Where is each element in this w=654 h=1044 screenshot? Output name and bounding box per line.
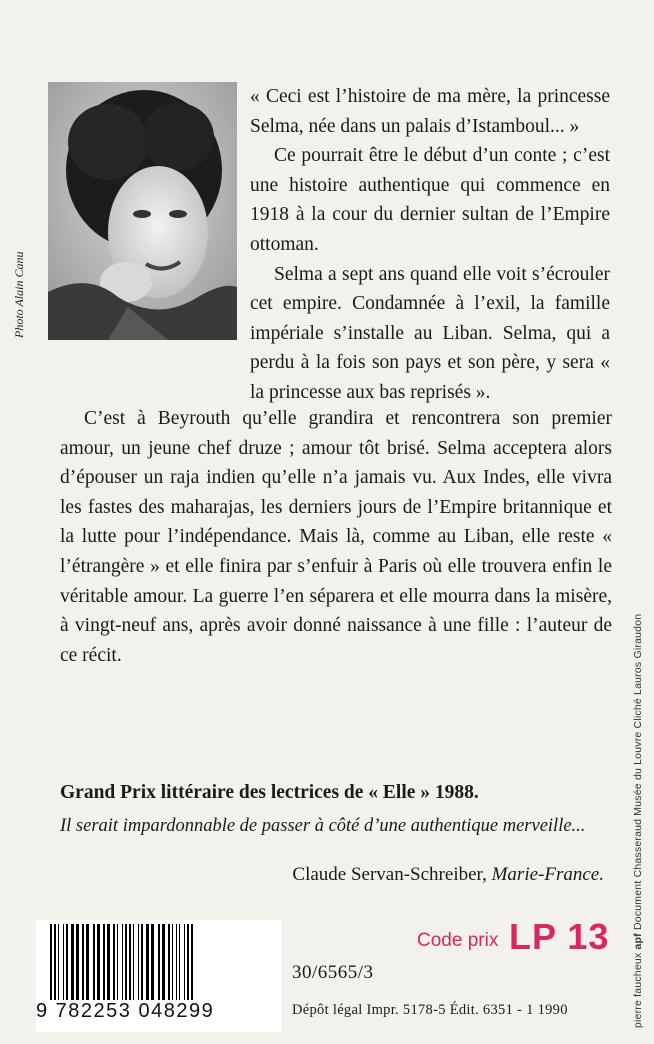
barcode-bar [58,924,59,1000]
paragraph-beyrouth: C’est à Beyrouth qu’elle grandira et rencontrera son premier amour, un jeune chef druze ; amour tôt brisé. Selma acceptera alors d’épouser un raja indien qu’elle n’a jamais vu. Aux Indes, elle vivra les fastes des maharajas, les derniers jours de l’Empire britannique et la lutte pour l’indépendance. Mais là, comme au Liban, elle reste « l’étrangère » et elle finira par s’enfuir à Paris où elle trouvera enfin le véritable amour. La guerre l’en séparera et elle mourra dans la misère, à vingt-neuf ans, après avoir donné naissance à une fille : l’auteur de ce récit. [60,408,612,666]
barcode-bar [76,924,79,1000]
barcode-bar [158,924,160,1000]
paragraph-exile: Selma a sept ans quand elle voit s’écrouler cet empire. Condamnée à l’exil, la famille impériale s’installe au Liban. Selma, qui a perdu à la fois son pays et son père, y sera « la princesse aux bas reprisés ». [250,263,610,403]
barcode-bar [151,924,154,1000]
barcode-bar [162,924,165,1000]
barcode-bar [82,924,84,1000]
barcode-guard-bar [50,924,52,1010]
press-quote [60,812,615,840]
intro-text [250,82,610,408]
summary-text [60,404,612,670]
barcode-bar [117,924,118,1000]
barcode-guard-bar [125,924,127,1010]
price-code-label: Code prix [417,930,499,951]
barcode-guard-bar [54,924,56,1010]
barcode-bar [107,924,110,1000]
barcode-bar [86,924,89,1000]
barcode-bar [168,924,170,1000]
quote-text: Il serait impardonnable de passer à côté d’une authentique merveille... [60,816,586,836]
barcode-bar [97,924,100,1000]
barcode-number: 9 782253 048299 [36,1000,282,1023]
barcode-bar [93,924,95,1000]
quote-source: Marie-France. [491,864,604,885]
barcode-bar [63,924,64,1000]
barcode-bar [122,924,123,1000]
portrait-image [48,82,237,340]
barcode-bar [66,924,68,1000]
author-portrait-photo [48,82,237,340]
barcode-bar [113,924,115,1000]
barcode-guard-bar [187,924,189,1010]
paragraph-opening-quote: « Ceci est l’histoire de ma mère, la princesse Selma, née dans un palais d’Istamboul... » [250,86,610,137]
image-credit: Document Chasseraud Musée du Louvre Cliché Lauros Giraudon [632,613,644,930]
prize-line: Grand Prix littéraire des lectrices de « Elle » 1988. [60,782,479,803]
legal-deposit: Dépôt légal Impr. 5178-5 Édit. 6351 - 1 1990 [292,1002,568,1018]
photo-credit: Photo Alain Canu [12,251,26,338]
quote-author: Claude Servan-Schreiber, [292,864,487,885]
barcode-bar [179,924,180,1000]
barcode-bar [172,924,173,1000]
paragraph-conte: Ce pourrait être le début d’un conte ; c’est une histoire authentique qui commence en 1918 à la cour du dernier sultan de l’Empire ottoman. [250,145,610,255]
barcode-guard-bar [191,924,193,1010]
apf-logo: apf [632,933,644,950]
barcode-bar [138,924,139,1000]
barcode-bar [146,924,149,1000]
barcode-bar [184,924,185,1000]
designer-credit: pierre faucheux [632,952,644,1028]
barcode-guard-bar [129,924,131,1010]
catalog-number: 30/6565/3 [292,962,374,983]
barcode-bar [133,924,134,1000]
cover-credit-vertical [632,614,644,1028]
price-code-value: LP 13 [509,916,610,957]
barcode-bar [141,924,143,1000]
barcode-bar [103,924,105,1000]
barcode-bar [71,924,74,1000]
barcode-bar [176,924,177,1000]
quote-attribution [292,864,604,886]
